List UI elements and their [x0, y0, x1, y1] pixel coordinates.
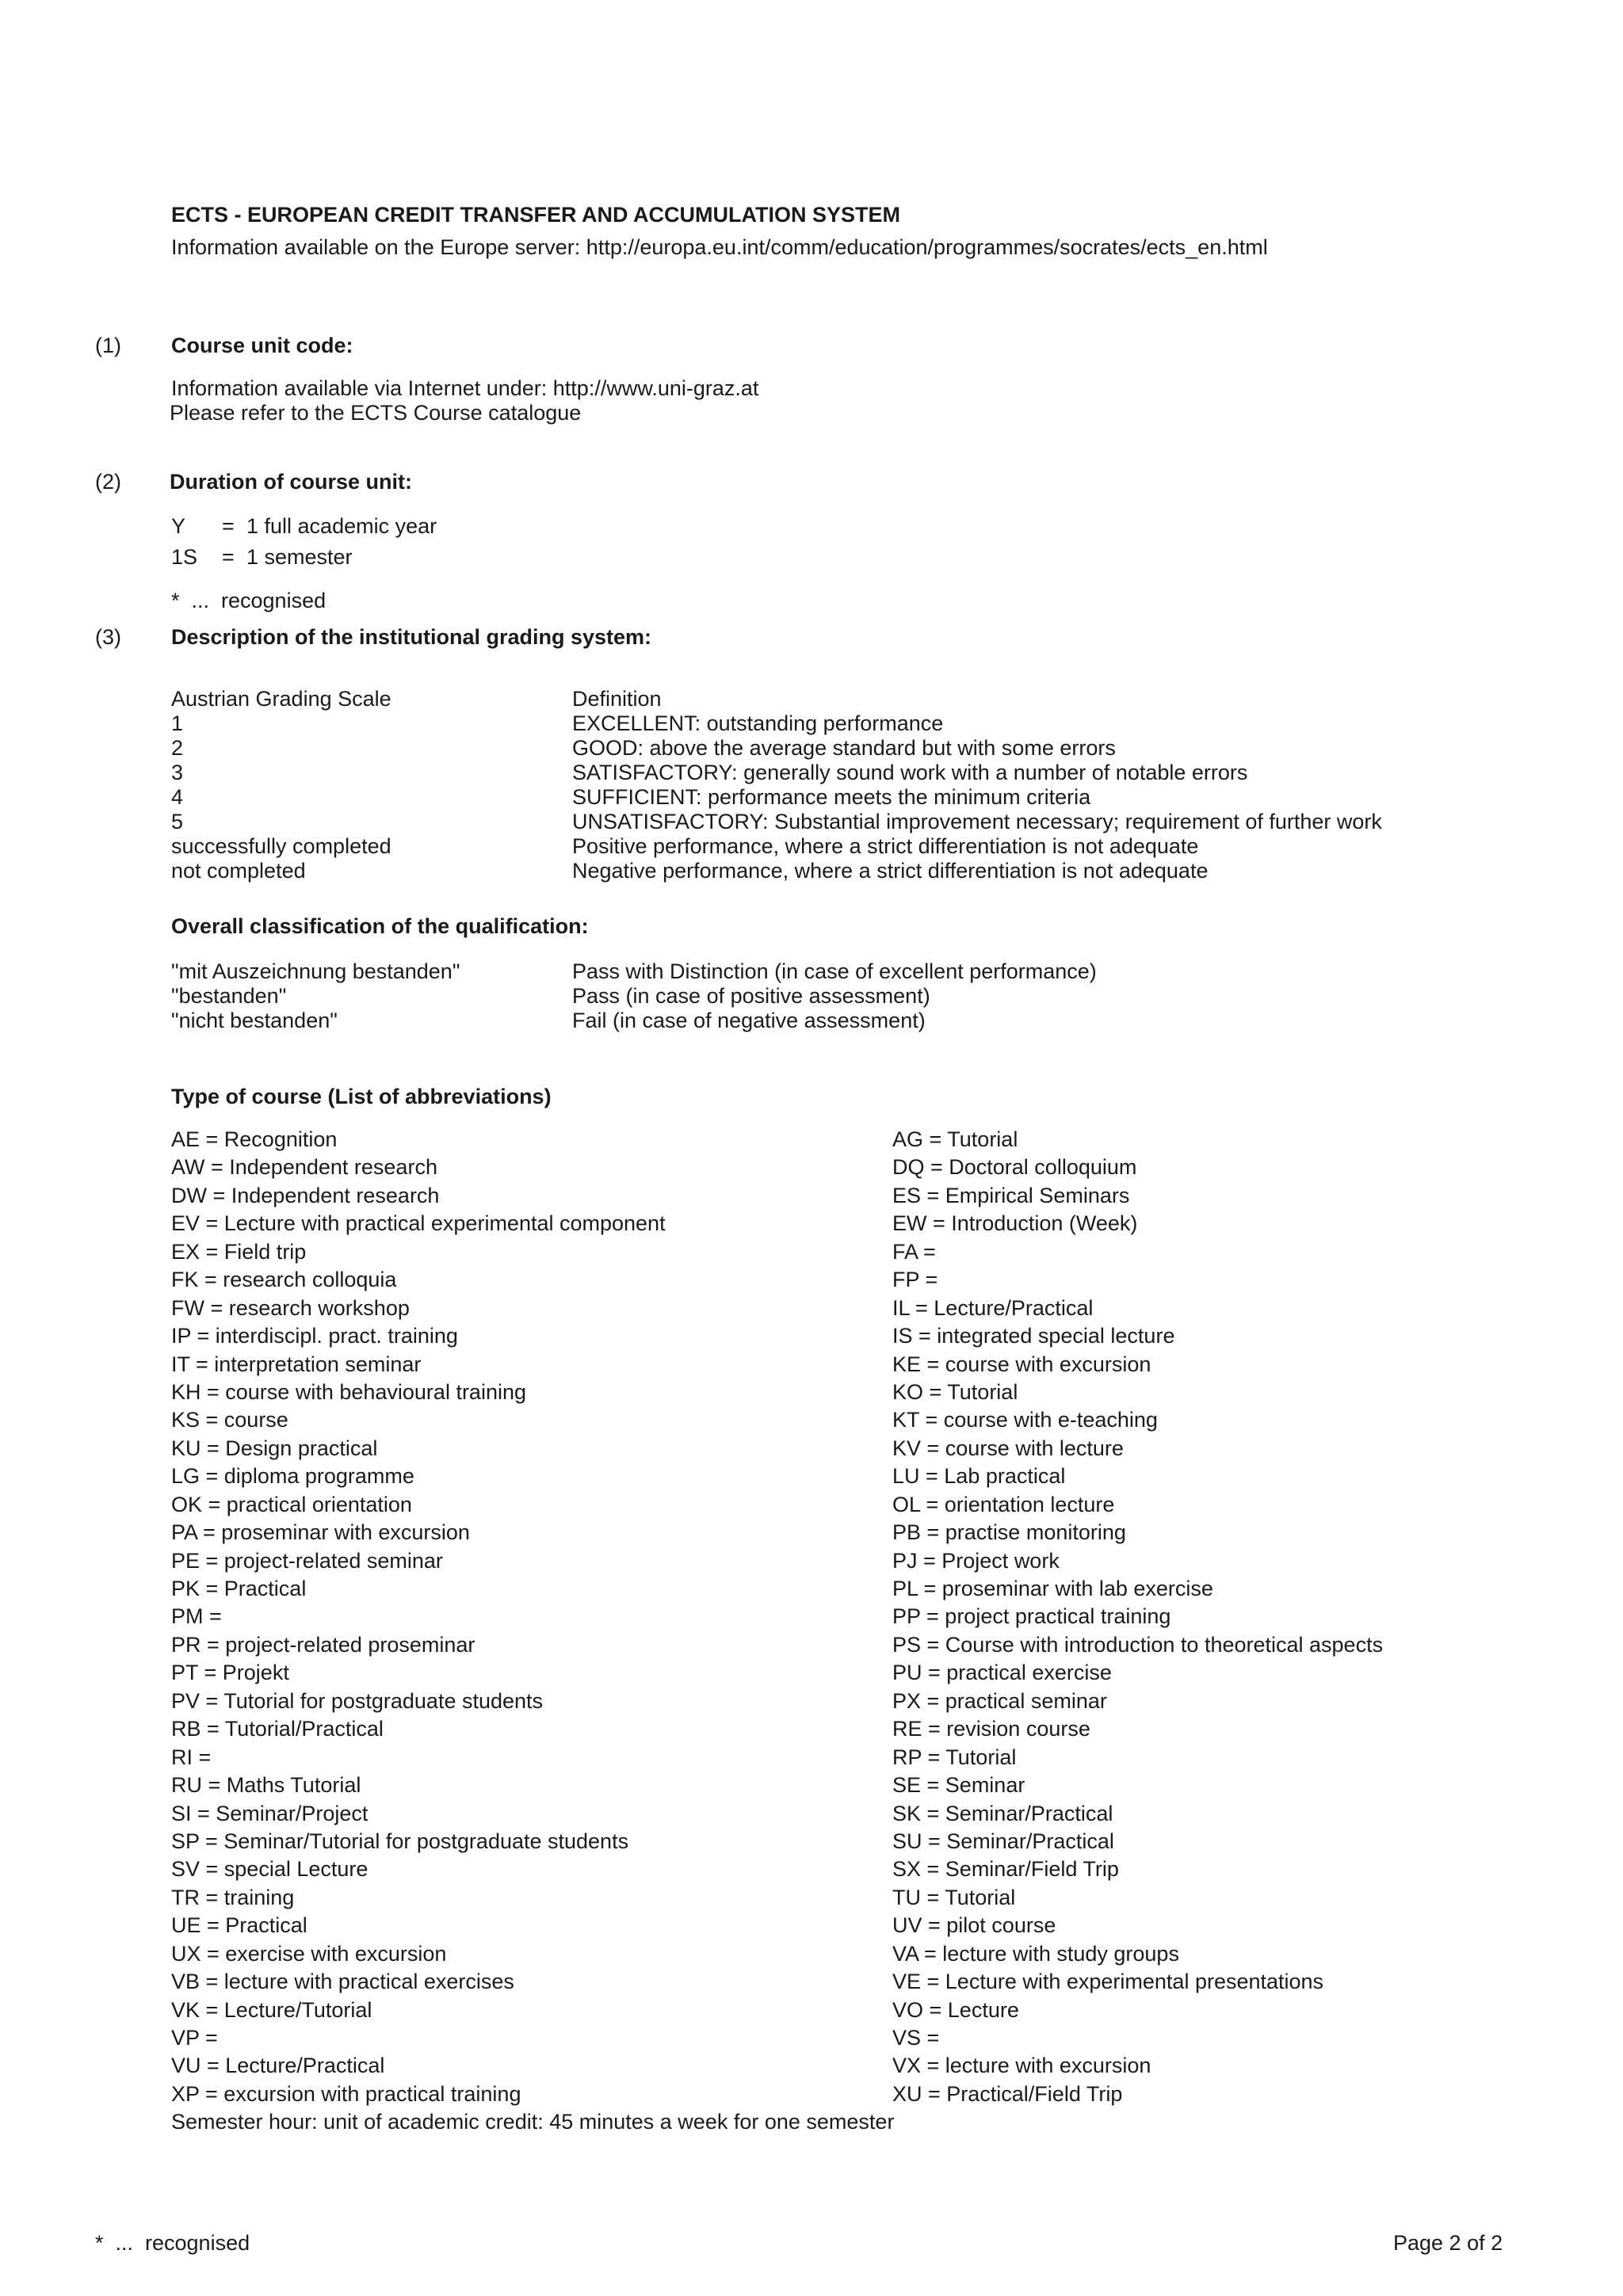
section-1-line-2: Please refer to the ECTS Course catalogue — [170, 401, 582, 425]
list-item: KS = course — [171, 1408, 288, 1432]
list-item: XU = Practical/Field Trip — [892, 2081, 1123, 2106]
list-item: VP = — [171, 2026, 218, 2050]
list-item: UV = pilot course — [892, 1913, 1056, 1938]
list-item: AG = Tutorial — [892, 1127, 1018, 1151]
list-item: DQ = Doctoral colloquium — [892, 1155, 1137, 1180]
list-item: KO = Tutorial — [892, 1379, 1018, 1404]
duration-equals: = — [222, 545, 235, 569]
section-2-heading: Duration of course unit: — [170, 470, 412, 494]
list-item: KV = course with lecture — [892, 1436, 1124, 1460]
section-2-number: (2) — [95, 470, 121, 494]
list-item: OK = practical orientation — [171, 1492, 412, 1516]
list-item: PJ = Project work — [892, 1548, 1060, 1573]
list-item: EX = Field trip — [171, 1239, 307, 1264]
list-item: PS = Course with introduction to theoretical aspects — [892, 1632, 1384, 1657]
list-item: PK = Practical — [171, 1577, 307, 1600]
section-1-heading: Course unit code: — [171, 334, 353, 357]
grade-definition: SUFFICIENT: performance meets the minimum criteria — [572, 785, 1091, 809]
list-item: RB = Tutorial/Practical — [171, 1717, 384, 1741]
abbreviations-left-column — [171, 1126, 894, 2137]
duration-desc: 1 full academic year — [246, 514, 437, 538]
classification-term: "mit Auszeichnung bestanden" — [171, 959, 460, 983]
europe-server-info: Information available on the Europe server: http://europa.eu.int/comm/education/programmes/socrates/ects_en.html — [171, 235, 1268, 259]
document-title: ECTS - EUROPEAN CREDIT TRANSFER AND ACCUMULATION SYSTEM — [171, 203, 901, 227]
grading-definition-header: Definition — [572, 687, 662, 711]
list-item: OL = orientation lecture — [892, 1492, 1115, 1516]
section-1-line-1: Information available via Internet under: http://www.uni-graz.at — [171, 376, 759, 400]
grade-value: 4 — [171, 785, 184, 809]
list-item: VA = lecture with study groups — [892, 1941, 1179, 1966]
list-item: FW = research workshop — [171, 1295, 410, 1320]
classification-meaning: Pass with Distinction (in case of excellent performance) — [572, 959, 1097, 983]
list-item: ES = Empirical Seminars — [892, 1183, 1130, 1207]
list-item: IP = interdiscipl. pract. training — [171, 1324, 458, 1348]
list-item: VO = Lecture — [892, 1997, 1019, 2022]
list-item: TR = training — [171, 1885, 295, 1909]
list-item: PP = project practical training — [892, 1604, 1171, 1629]
list-item: IS = integrated special lecture — [892, 1324, 1175, 1348]
grade-definition: GOOD: above the average standard but with some errors — [572, 736, 1116, 760]
list-item: RP = Tutorial — [892, 1745, 1017, 1769]
list-item: PV = Tutorial for postgraduate students — [171, 1688, 544, 1713]
list-item: AE = Recognition — [171, 1127, 338, 1151]
list-item: AW = Independent research — [171, 1155, 437, 1180]
list-item: PL = proseminar with lab exercise — [892, 1577, 1213, 1600]
list-item: VS = — [892, 2026, 940, 2050]
grade-definition: SATISFACTORY: generally sound work with a number of notable errors — [572, 761, 1248, 784]
list-item: VE = Lecture with experimental presentations — [892, 1970, 1324, 1994]
grade-value: 2 — [171, 736, 184, 760]
duration-equals: = — [222, 514, 235, 538]
list-item: SK = Seminar/Practical — [892, 1801, 1113, 1825]
grade-definition: Positive performance, where a strict differentiation is not adequate — [572, 834, 1199, 858]
list-item: SV = special Lecture — [171, 1857, 369, 1882]
grade-value: 1 — [171, 711, 184, 735]
grading-scale-header: Austrian Grading Scale — [171, 687, 391, 711]
list-item: VB = lecture with practical exercises — [171, 1970, 514, 1994]
list-item: UE = Practical — [171, 1913, 307, 1938]
list-item: KU = Design practical — [171, 1436, 378, 1460]
list-item: IL = Lecture/Practical — [892, 1295, 1094, 1320]
list-item: FA = — [892, 1239, 936, 1264]
list-item: PB = practise monitoring — [892, 1520, 1126, 1545]
list-item: PX = practical seminar — [892, 1688, 1107, 1713]
list-item: VX = lecture with excursion — [892, 2054, 1151, 2078]
list-item: PR = project-related proseminar — [171, 1632, 475, 1657]
list-item: RU = Maths Tutorial — [171, 1773, 361, 1798]
list-item: XP = excursion with practical training — [171, 2081, 521, 2106]
list-item: PU = practical exercise — [892, 1661, 1112, 1685]
classification-meaning: Pass (in case of positive assessment) — [572, 984, 930, 1008]
duration-desc: 1 semester — [246, 545, 353, 569]
list-item: PA = proseminar with excursion — [171, 1520, 470, 1545]
abbreviations-right-column — [892, 1126, 1383, 2108]
overall-classification-heading: Overall classification of the qualification: — [171, 914, 589, 938]
section-3-number: (3) — [95, 625, 121, 649]
list-item: KH = course with behavioural training — [171, 1379, 526, 1404]
list-item: RI = — [171, 1745, 212, 1769]
list-item: LU = Lab practical — [892, 1464, 1066, 1489]
list-item: PT = Projekt — [171, 1661, 289, 1685]
grade-value: successfully completed — [171, 834, 391, 858]
classification-term: "nicht bestanden" — [171, 1009, 338, 1032]
list-item: IT = interpretation seminar — [171, 1352, 422, 1376]
grade-value: 3 — [171, 761, 184, 784]
list-item: RE = revision course — [892, 1717, 1090, 1741]
list-item: LG = diploma programme — [171, 1464, 414, 1489]
list-item: KT = course with e-teaching — [892, 1408, 1158, 1432]
list-item: SU = Seminar/Practical — [892, 1829, 1114, 1853]
list-item: EV = Lecture with practical experimental component — [171, 1211, 666, 1236]
recognised-note: * ... recognised — [171, 589, 327, 612]
list-item: KE = course with excursion — [892, 1352, 1151, 1376]
list-item: PE = project-related seminar — [171, 1548, 443, 1573]
classification-meaning: Fail (in case of negative assessment) — [572, 1009, 926, 1032]
list-item: EW = Introduction (Week) — [892, 1211, 1138, 1236]
list-item: UX = exercise with excursion — [171, 1941, 447, 1966]
grade-definition: Negative performance, where a strict differentiation is not adequate — [572, 859, 1209, 883]
grade-value: 5 — [171, 810, 184, 833]
section-1-number: (1) — [95, 334, 121, 357]
grade-definition: EXCELLENT: outstanding performance — [572, 711, 944, 735]
list-item: VK = Lecture/Tutorial — [171, 1997, 372, 2022]
list-item: DW = Independent research — [171, 1183, 440, 1207]
grade-value: not completed — [171, 859, 306, 883]
section-3-heading: Description of the institutional grading system: — [171, 625, 652, 649]
duration-code: Y — [171, 514, 186, 538]
footer-recognised-note: * ... recognised — [95, 2231, 250, 2255]
duration-code: 1S — [171, 545, 198, 569]
page-number: Page 2 of 2 — [1393, 2231, 1503, 2255]
list-item: SE = Seminar — [892, 1773, 1025, 1798]
classification-term: "bestanden" — [171, 984, 287, 1008]
grade-definition: UNSATISFACTORY: Substantial improvement necessary; requirement of further work — [572, 810, 1382, 833]
list-item: SI = Seminar/Project — [171, 1801, 369, 1825]
list-item: FP = — [892, 1268, 938, 1292]
list-item: SP = Seminar/Tutorial for postgraduate students — [171, 1829, 629, 1853]
semester-hour-note: Semester hour: unit of academic credit: 45 minutes a week for one semester — [171, 2110, 895, 2134]
course-types-heading: Type of course (List of abbreviations) — [171, 1085, 552, 1108]
list-item: SX = Seminar/Field Trip — [892, 1857, 1119, 1882]
list-item: FK = research colloquia — [171, 1268, 397, 1292]
list-item: VU = Lecture/Practical — [171, 2054, 385, 2078]
list-item: PM = — [171, 1604, 222, 1629]
list-item: TU = Tutorial — [892, 1885, 1016, 1909]
